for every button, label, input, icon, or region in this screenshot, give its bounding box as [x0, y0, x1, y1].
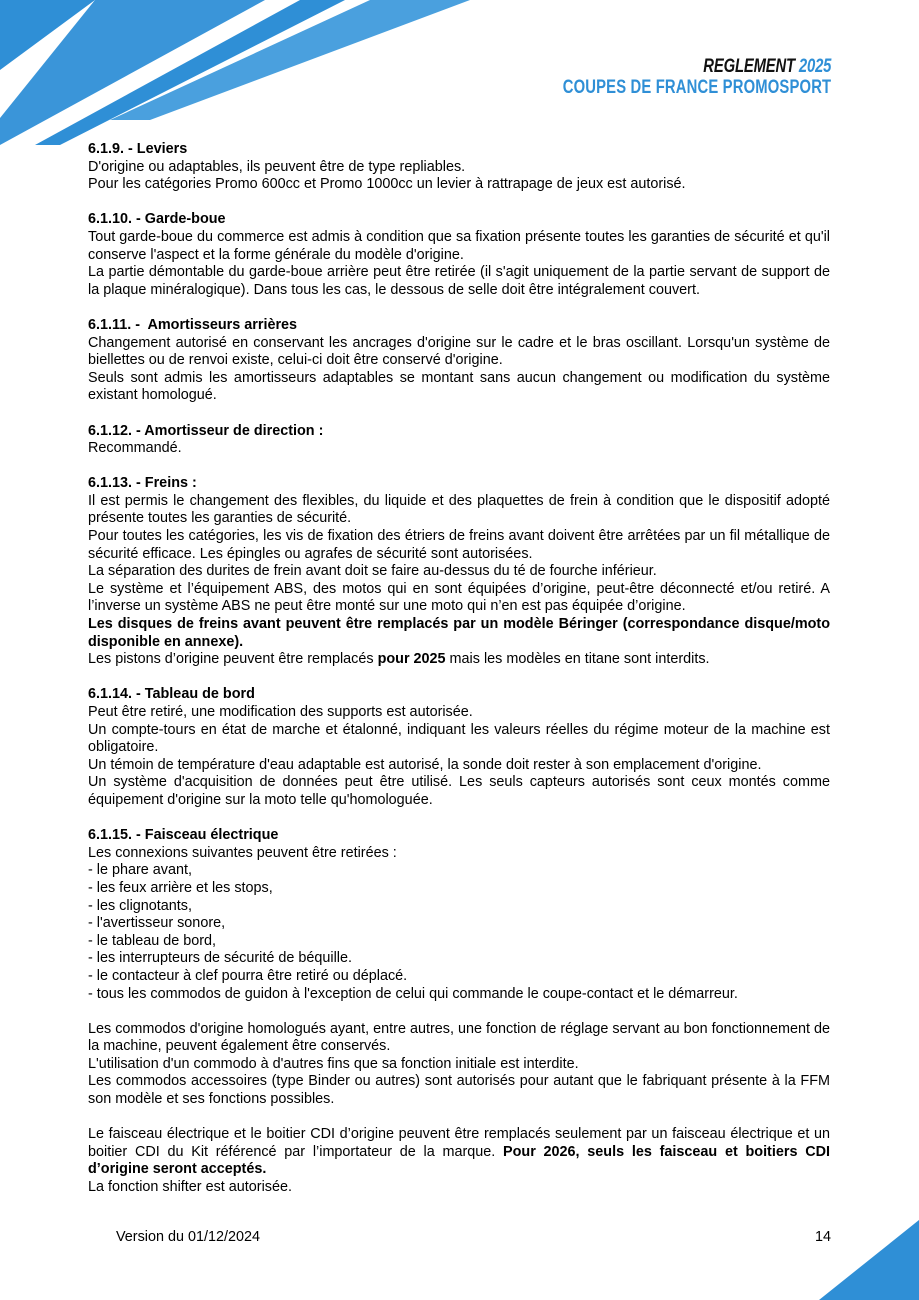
paragraph: Les commodos d'origine homologués ayant, entre autres, une fonction de réglage servant au bon fonctionnement de la machine, peuvent également être conservés.	[88, 1020, 830, 1055]
list-item: - le tableau de bord,	[88, 932, 217, 949]
bold-text-run: pour 2025	[377, 651, 446, 668]
header-title	[562, 57, 831, 77]
paragraph: D'origine ou adaptables, ils peuvent être de type repliables.	[88, 158, 466, 175]
paragraph	[88, 651, 830, 669]
page-number: 14	[814, 1229, 831, 1245]
section-heading: 6.1.10. - Garde-boue	[88, 211, 226, 228]
section-faisceau-electrique	[88, 827, 830, 1196]
section-heading: 6.1.11. - Amortisseurs arrières	[88, 316, 298, 333]
paragraph: Il est permis le changement des flexibles, du liquide et des plaquettes de frein à condition que le dispositif adopté présente toutes les garanties de sécurité.	[88, 492, 830, 527]
list-item: - le contacteur à clef pourra être retiré ou déplacé.	[88, 967, 408, 984]
paragraph: Le système et l’équipement ABS, des motos qui en sont équipées d’origine, peut-être déconnecté et/ou retiré. A l’inverse un système ABS ne peut être monté sur une moto qui n’en est pas équipée d’origine.	[88, 580, 830, 615]
text-run: mais les modèles en titane sont interdits.	[445, 651, 710, 668]
paragraph: Recommandé.	[88, 440, 182, 457]
section-garde-boue	[88, 211, 830, 299]
footer-version: Version du 01/12/2024	[116, 1229, 261, 1245]
list-item: - les interrupteurs de sécurité de béquille.	[88, 950, 352, 967]
section-freins	[88, 475, 830, 669]
paragraph: La fonction shifter est autorisée.	[88, 1179, 292, 1196]
list-item: - le phare avant,	[88, 862, 192, 879]
paragraph: Peut être retiré, une modification des supports est autorisée.	[88, 704, 473, 720]
top-left-stripes-decoration	[0, 0, 480, 145]
text-run: Le faisceau électrique et le boitier CDI d’origine peuvent être remplacés seulement par un faisceau électrique et un boitier CDI du Kit référencé par l’importateur de la marque.	[88, 1126, 830, 1160]
bottom-right-triangle-decoration	[819, 1220, 919, 1300]
list-item: - les feux arrière et les stops,	[88, 879, 273, 896]
paragraph: La séparation des durites de frein avant doit se faire au-dessus du té de fourche inférieur.	[88, 563, 657, 580]
header-title-year: 2025	[798, 56, 831, 77]
paragraph: Seuls sont admis les amortisseurs adaptables se montant sans aucun changement ou modification du système existant homologué.	[88, 369, 830, 404]
section-heading: 6.1.15. - Faisceau électrique	[88, 827, 279, 844]
header-subtitle: COUPES DE FRANCE PROMOSPORT	[562, 77, 831, 98]
paragraph: Tout garde-boue du commerce est admis à condition que sa fixation présente toutes les garanties de sécurité et qu'il conserve l'aspect et la forme générale du modèle d'origine.	[88, 228, 830, 263]
section-amortisseur-direction	[88, 423, 830, 458]
paragraph: L'utilisation d'un commodo à d'autres fins que sa fonction initiale est interdite.	[88, 1055, 579, 1072]
list-item: - les clignotants,	[88, 897, 192, 914]
list-item: - l'avertisseur sonore,	[88, 915, 226, 932]
document-body	[88, 141, 830, 1197]
paragraph: Changement autorisé en conservant les ancrages d'origine sur le cadre et le bras oscillant. Lorsqu'un système de biellettes ou de renvoi existe, celui-ci doit être conservé d'origine.	[88, 334, 830, 369]
paragraph: Les connexions suivantes peuvent être retirées :	[88, 844, 397, 861]
section-heading: 6.1.13. - Freins :	[88, 475, 197, 492]
section-leviers	[88, 141, 830, 194]
paragraph: Un système d'acquisition de données peut être utilisé. Les seuls capteurs autorisés sont ceux montés comme équipement d'origine sur la moto telle qu'homologuée.	[88, 774, 830, 808]
section-heading: 6.1.14. - Tableau de bord	[88, 686, 255, 703]
bold-paragraph: Les disques de freins avant peuvent être remplacés par un modèle Béringer (correspondance disque/moto disponible en annexe).	[88, 616, 830, 650]
connections-list	[88, 862, 830, 1003]
header-title-main: REGLEMENT	[703, 56, 795, 77]
document-header	[562, 57, 831, 99]
text-run: Les pistons d’origine peuvent être remplacés	[88, 651, 378, 668]
list-item: - tous les commodos de guidon à l'exception de celui qui commande le coupe-contact et le démarreur.	[88, 985, 738, 1002]
paragraph: Un témoin de température d'eau adaptable est autorisé, la sonde doit rester à son emplacement d'origine.	[88, 756, 762, 773]
section-tableau-de-bord	[88, 686, 830, 809]
paragraph: Les commodos accessoires (type Binder ou autres) sont autorisés pour autant que le fabriquant présente à la FFM son modèle et ses fonctions possibles.	[88, 1073, 830, 1108]
section-amortisseurs-arrieres	[88, 317, 830, 405]
paragraph: Pour les catégories Promo 600cc et Promo 1000cc un levier à rattrapage de jeux est autorisé.	[88, 176, 686, 193]
paragraph: Pour toutes les catégories, les vis de fixation des étriers de freins avant doivent être arrêtées par un fil métallique de sécurité efficace. Les épingles ou agrafes de sécurité sont autorisées.	[88, 528, 830, 562]
commodos-block	[88, 1021, 830, 1109]
paragraph: Un compte-tours en état de marche et étalonné, indiquant les valeurs réelles du régime moteur de la machine est obligatoire.	[88, 721, 830, 756]
paragraph	[88, 1126, 830, 1179]
section-heading: 6.1.12. - Amortisseur de direction :	[88, 422, 324, 439]
section-heading: 6.1.9. - Leviers	[88, 141, 188, 157]
bold-text-run: Pour 2026, seuls les faisceau et boitiers CDI d’origine seront acceptés.	[88, 1143, 830, 1178]
paragraph: La partie démontable du garde-boue arrière peut être retirée (il s'agit uniquement de la partie servant de support de la plaque minéralogique). Dans tous les cas, le dessous de selle doit être intégralement couvert.	[88, 264, 830, 298]
